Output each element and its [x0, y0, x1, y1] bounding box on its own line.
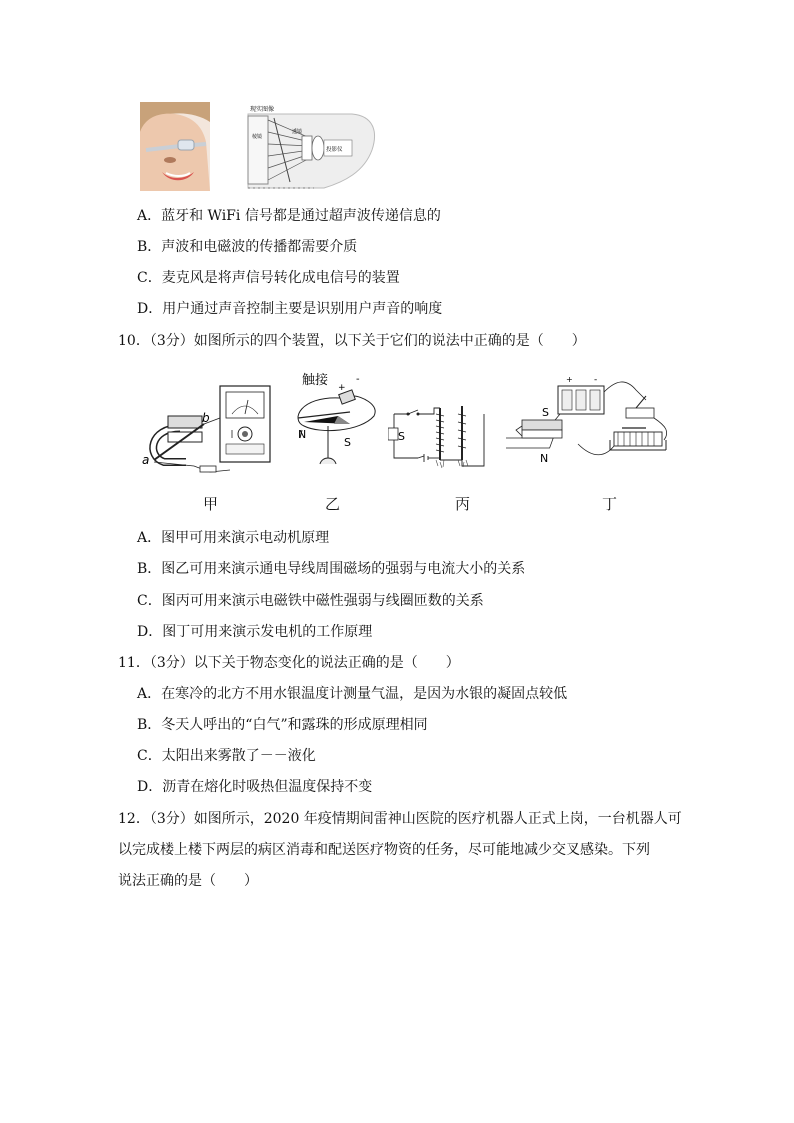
caption-jia: 甲 — [203, 495, 219, 513]
q9-option-a[interactable]: A．蓝牙和 WiFi 信号都是通过超声波传递信息的 — [137, 208, 441, 224]
label-b: b — [202, 411, 210, 425]
q9-option-b[interactable]: B．声波和电磁波的传播都需要介质 — [137, 239, 358, 255]
q12-stem-line-1: 12．（3分）如图所示，2020 年疫情期间雷神山医院的医疗机器人正式上岗，一台机器人可 — [118, 811, 682, 827]
label-plus: + — [338, 383, 346, 393]
label-battery-minus: - — [594, 375, 598, 385]
figure-jia — [140, 378, 280, 480]
q11-option-d[interactable]: D．沥青在熔化时吸热但温度保持不变 — [137, 779, 373, 795]
q10-option-c[interactable]: C．图丙可用来演示电磁铁中磁性强弱与线圈匝数的关系 — [137, 593, 484, 609]
figure-yi — [290, 368, 380, 480]
label-real-image: 现实图像 — [250, 106, 275, 113]
q10-option-b[interactable]: B．图乙可用来演示通电导线周围磁场的强弱与电流大小的关系 — [137, 561, 526, 577]
label-s-bing: S — [398, 430, 405, 443]
q9-option-d[interactable]: D．用户通过声音控制主要是识别用户声音的响度 — [137, 301, 443, 317]
smart-glasses-photo — [140, 102, 210, 191]
label-lens: 透镜 — [292, 129, 303, 135]
q12-stem-line-3: 说法正确的是（ ） — [118, 873, 258, 889]
q10-stem: 10．（3分）如图所示的四个装置，以下关于它们的说法中正确的是（ ） — [118, 333, 586, 349]
label-minus: - — [356, 374, 360, 385]
caption-ding: 丁 — [602, 495, 618, 513]
label-prism: 棱镜 — [252, 134, 263, 140]
figure-ding — [506, 370, 672, 480]
q10-option-d[interactable]: D．图丁可用来演示发电机的工作原理 — [137, 624, 373, 640]
q11-option-a[interactable]: A．在寒冷的北方不用水银温度计测量气温，是因为水银的凝固点较低 — [137, 686, 568, 702]
q11-option-b[interactable]: B．冬天人呼出的“白气”和露珠的形成原理相同 — [137, 717, 428, 733]
caption-yi: 乙 — [325, 495, 341, 513]
figure-bing — [388, 404, 488, 480]
label-n-yi: N — [298, 428, 307, 441]
q11-option-c[interactable]: C．太阳出来雾散了－－液化 — [137, 748, 316, 764]
caption-bing: 丙 — [455, 495, 471, 513]
q12-stem-line-2: 以完成楼上楼下两层的病区消毒和配送医疗物资的任务，尽可能地减少交叉感染。下列 — [118, 842, 650, 858]
label-battery-plus: + — [566, 375, 573, 384]
q10-option-a[interactable]: A．图甲可用来演示电动机原理 — [137, 530, 330, 546]
q9-option-c[interactable]: C．麦克风是将声信号转化成电信号的装置 — [137, 270, 400, 286]
label-s-ding: S — [542, 406, 549, 419]
label-a: a — [142, 453, 150, 467]
label-s-yi: S — [344, 436, 351, 449]
label-n-ding: N — [540, 452, 549, 465]
projection-diagram — [244, 102, 380, 192]
label-projector: 投影仪 — [326, 147, 343, 153]
q11-stem: 11．（3分）以下关于物态变化的说法正确的是（ ） — [118, 655, 460, 671]
label-touch: 触接 — [302, 373, 329, 388]
